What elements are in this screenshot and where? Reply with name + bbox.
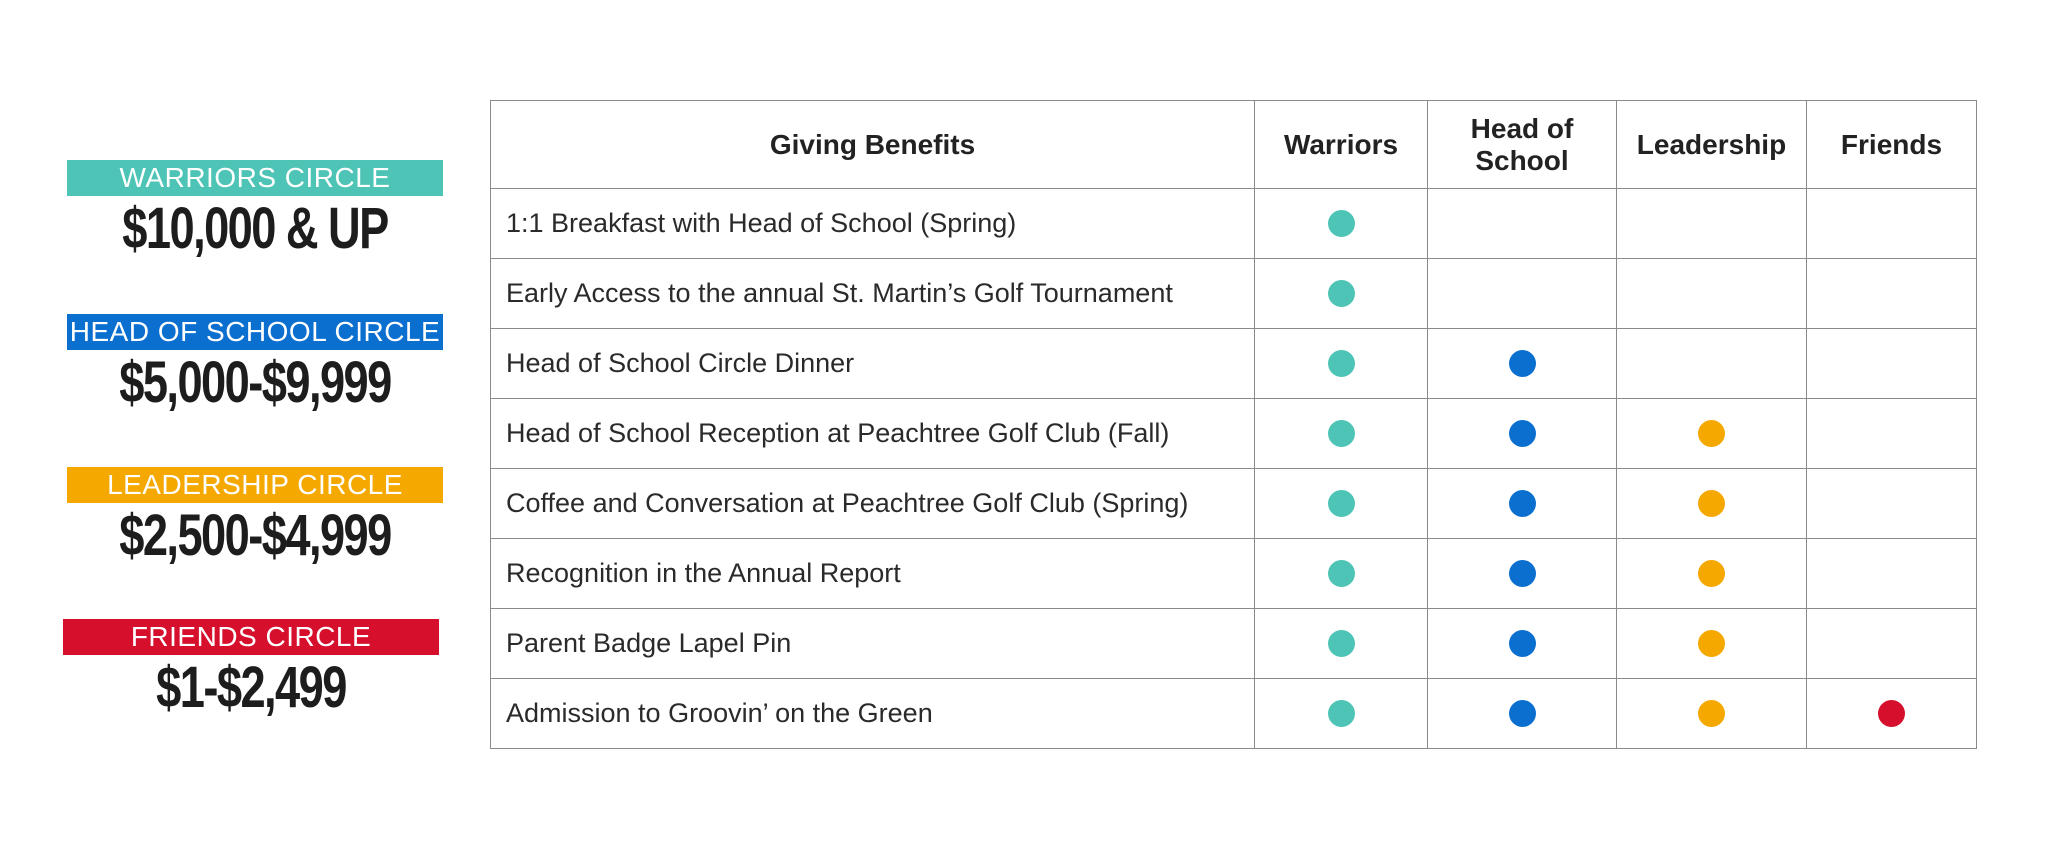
leadership-dot-icon [1698, 700, 1725, 727]
cell-friends [1807, 469, 1977, 539]
cell-warriors [1255, 679, 1428, 749]
cell-head-of-school [1428, 329, 1617, 399]
head-of-school-dot-icon [1509, 560, 1536, 587]
cell-head-of-school [1428, 259, 1617, 329]
header-giving-benefits: Giving Benefits [491, 101, 1255, 189]
cell-friends [1807, 539, 1977, 609]
circle-friends-banner: FRIENDS CIRCLE [63, 619, 439, 655]
header-head-of-school-line2: School [1475, 144, 1569, 176]
cell-warriors [1255, 259, 1428, 329]
leadership-dot-icon [1698, 420, 1725, 447]
header-head-of-school-line1: Head of [1470, 112, 1574, 144]
table-header-row [491, 101, 1977, 189]
cell-head-of-school [1428, 679, 1617, 749]
benefit-label: Parent Badge Lapel Pin [491, 609, 1255, 679]
friends-dot-icon [1878, 700, 1905, 727]
benefit-label: Early Access to the annual St. Martin’s Golf Tournament [491, 259, 1255, 329]
leadership-dot-icon [1698, 490, 1725, 517]
warriors-dot-icon [1328, 630, 1355, 657]
cell-warriors [1255, 469, 1428, 539]
cell-leadership [1617, 469, 1807, 539]
cell-friends [1807, 259, 1977, 329]
cell-head-of-school [1428, 399, 1617, 469]
benefit-label: Coffee and Conversation at Peachtree Golf Club (Spring) [491, 469, 1255, 539]
benefit-label: Head of School Reception at Peachtree Golf Club (Fall) [491, 399, 1255, 469]
warriors-dot-icon [1328, 700, 1355, 727]
benefit-label: 1:1 Breakfast with Head of School (Spring) [491, 189, 1255, 259]
circle-friends [63, 619, 439, 721]
cell-friends [1807, 399, 1977, 469]
cell-leadership [1617, 539, 1807, 609]
cell-warriors [1255, 539, 1428, 609]
header-head-of-school [1428, 101, 1617, 189]
benefit-label: Admission to Groovin’ on the Green [491, 679, 1255, 749]
cell-head-of-school [1428, 609, 1617, 679]
cell-head-of-school [1428, 539, 1617, 609]
cell-leadership [1617, 259, 1807, 329]
table-row [491, 679, 1977, 749]
cell-leadership [1617, 329, 1807, 399]
circle-warriors [67, 160, 443, 262]
cell-friends [1807, 329, 1977, 399]
cell-leadership [1617, 189, 1807, 259]
cell-warriors [1255, 189, 1428, 259]
table-row [491, 189, 1977, 259]
cell-warriors [1255, 399, 1428, 469]
table-row [491, 539, 1977, 609]
giving-benefits-table [490, 100, 1977, 749]
cell-leadership [1617, 399, 1807, 469]
table-row [491, 259, 1977, 329]
benefit-label: Recognition in the Annual Report [491, 539, 1255, 609]
circle-leadership-amount: $2,500-$4,999 [119, 503, 391, 568]
cell-friends [1807, 679, 1977, 749]
header-leadership: Leadership [1617, 101, 1807, 189]
circle-warriors-banner: WARRIORS CIRCLE [67, 160, 443, 196]
warriors-dot-icon [1328, 420, 1355, 447]
header-warriors: Warriors [1255, 101, 1428, 189]
cell-leadership [1617, 609, 1807, 679]
cell-friends [1807, 189, 1977, 259]
circle-head-of-school [67, 314, 443, 416]
circle-warriors-amount: $10,000 & UP [122, 196, 388, 261]
leadership-dot-icon [1698, 630, 1725, 657]
cell-head-of-school [1428, 189, 1617, 259]
table-row [491, 609, 1977, 679]
benefit-label: Head of School Circle Dinner [491, 329, 1255, 399]
warriors-dot-icon [1328, 560, 1355, 587]
cell-warriors [1255, 609, 1428, 679]
header-friends: Friends [1807, 101, 1977, 189]
circle-friends-amount: $1-$2,499 [156, 655, 346, 720]
leadership-dot-icon [1698, 560, 1725, 587]
warriors-dot-icon [1328, 350, 1355, 377]
cell-warriors [1255, 329, 1428, 399]
head-of-school-dot-icon [1509, 630, 1536, 657]
warriors-dot-icon [1328, 280, 1355, 307]
cell-head-of-school [1428, 469, 1617, 539]
head-of-school-dot-icon [1509, 490, 1536, 517]
head-of-school-dot-icon [1509, 420, 1536, 447]
circle-head-of-school-amount: $5,000-$9,999 [119, 350, 391, 415]
warriors-dot-icon [1328, 490, 1355, 517]
head-of-school-dot-icon [1509, 700, 1536, 727]
circle-head-of-school-banner: HEAD OF SCHOOL CIRCLE [67, 314, 443, 350]
circle-leadership-banner: LEADERSHIP CIRCLE [67, 467, 443, 503]
table-row [491, 329, 1977, 399]
circle-leadership [67, 467, 443, 569]
cell-friends [1807, 609, 1977, 679]
table-row [491, 399, 1977, 469]
cell-leadership [1617, 679, 1807, 749]
warriors-dot-icon [1328, 210, 1355, 237]
head-of-school-dot-icon [1509, 350, 1536, 377]
table-row [491, 469, 1977, 539]
